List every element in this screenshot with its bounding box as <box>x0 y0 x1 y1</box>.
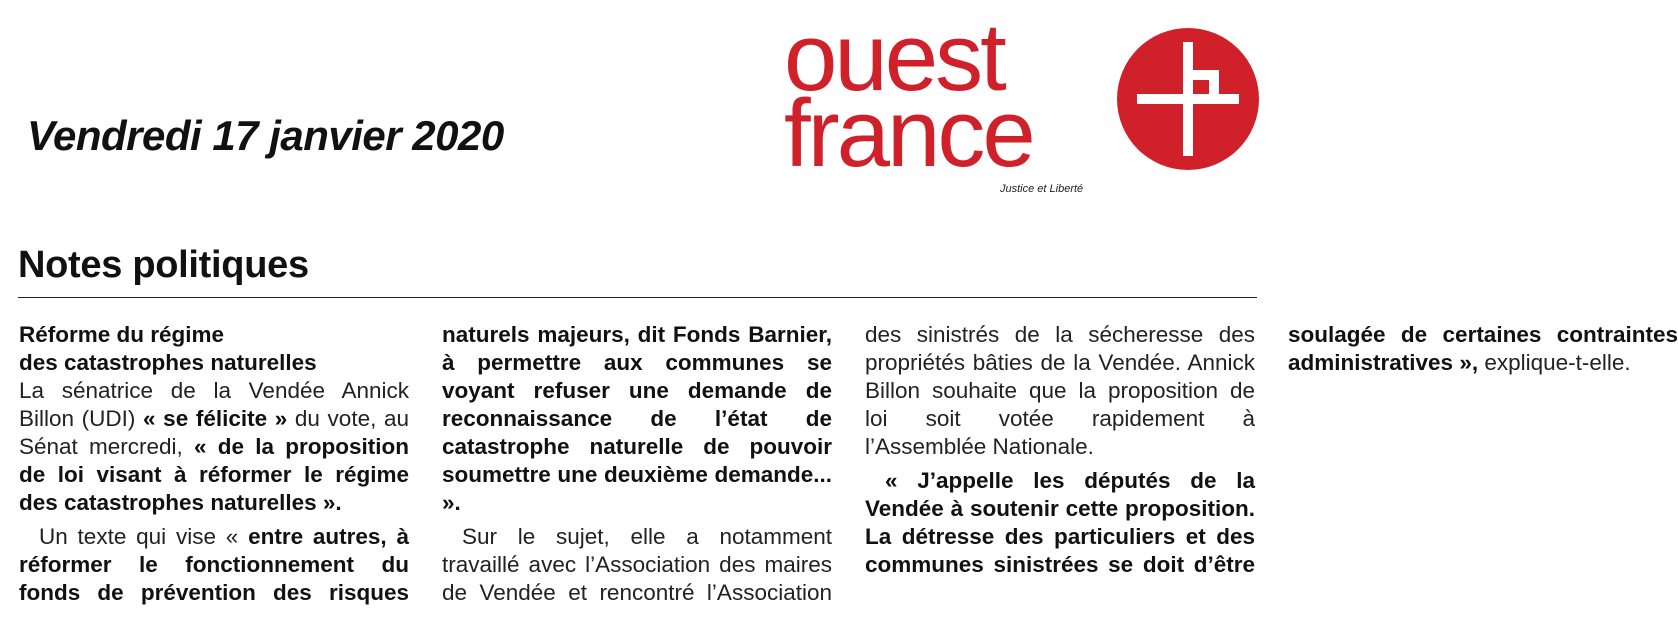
article-kicker-line-1: Réforme du régime <box>19 322 225 347</box>
logo-word-top: ouest <box>784 4 1004 111</box>
article-quote: entre autres, à réformer le fonctionnement du fonds de prévention des risques naturels majeurs, dit Fonds Barnier, à permettre aux communes se voyant refuser une demande de reconnaissance de l’état de catastrophe naturelle de pouvoir soumettre une deuxième demande... ». <box>19 322 832 605</box>
logo-tagline: Justice et Liberté <box>1000 183 1084 195</box>
article-text: Un texte qui vise « <box>39 524 249 549</box>
article-kicker-line-2: des catastrophes naturelles <box>19 350 317 375</box>
logo-word-bottom: france <box>784 80 1033 187</box>
issue-date: Vendredi 17 janvier 2020 <box>27 112 504 159</box>
logo-emblem-icon <box>1117 28 1259 170</box>
article-body <box>19 321 1678 611</box>
section-divider <box>18 297 1257 298</box>
article-quote: « de la proposition de loi visant à réformer le régime des catastrophes naturelles ». <box>19 434 409 515</box>
article-quote: « se félicite » <box>143 406 288 431</box>
article-text: La sénatrice de la Vendée Annick Billon (UDI) <box>19 378 409 431</box>
ouest-france-logo <box>784 6 1264 196</box>
article-text: explique-t-elle. <box>1478 350 1631 375</box>
article-text: Sur le sujet, elle a notamment travaillé avec l’Association des maires de Vendée et rencontré l’Association des sinistrés de la sécheresse des propriétés bâties de la Vendée. Annick Billon souhaite que la proposition de loi soit votée rapidement à l’Assemblée Nationale. <box>442 322 1255 605</box>
article-text: du vote, au Sénat mercredi, <box>19 406 409 459</box>
section-title: Notes politiques <box>18 244 309 286</box>
article-quote: « J’appelle les députés de la Vendée à soutenir cette proposition. La détresse des particuliers et des communes sinistrées se doit d’être soulagée de certaines contraintes administratives », <box>865 322 1678 577</box>
